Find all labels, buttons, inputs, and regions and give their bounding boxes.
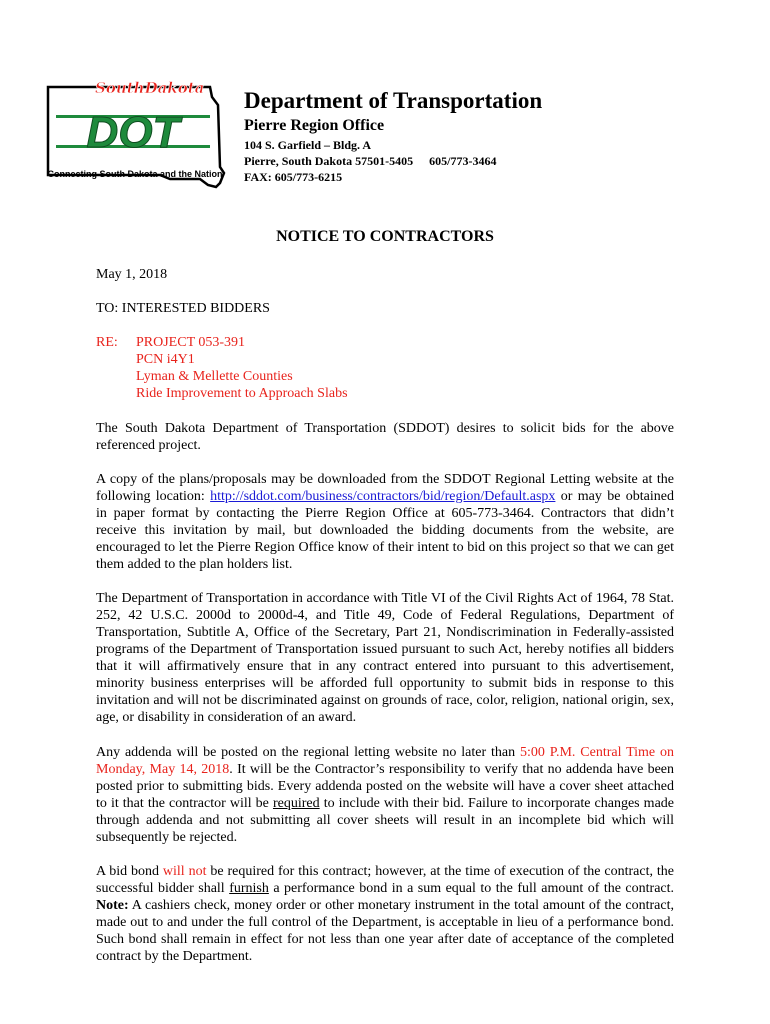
addenda-required: required (272, 796, 320, 811)
plans-text-start: A copy of the plans/proposals may be downloaded from the SDDOT Regional Letting website at the following location: (96, 472, 674, 504)
paragraph-addenda (96, 744, 674, 846)
notice-title: NOTICE TO CONTRACTORS (276, 228, 494, 245)
re-counties: Lyman & Mellette Counties (136, 369, 293, 384)
logo-state-script: SouthDakota (95, 79, 205, 97)
re-project: PROJECT 053-391 (136, 335, 246, 350)
re-description: Ride Improvement to Approach Slabs (136, 386, 348, 401)
paragraph-civil-rights: The Department of Transportation in accordance with Title VI of the Civil Rights Act of 1964, 78 Stat. 252, 42 U.S.C. 2000d to 2000d-4, and Title 49, Code of Federal Regulations, Department of Transportation, Subtitle A, Office of the Secretary, Part 21, Nondiscrimination in Federally-assisted programs of the Department of Transportation issued pursuant to such Act, hereby notifies all bidders that it will affirmatively ensure that in any contract entered into pursuant to this advertisement, minority business enterprises will be afforded full opportunity to submit bids in response to this invitation and will not be discriminated against on grounds of race, color, religion, national origin, sex, age, or disability in consideration of an award. (96, 591, 674, 725)
logo-tagline: Connecting South Dakota and the Nation (47, 169, 223, 179)
bond-mid1: be required for this contract; however, at the time of execution of the contract, the successful bidder shall (96, 864, 674, 896)
bond-mid2: a performance bond in a sum equal to the full amount of the contract. (268, 881, 675, 896)
address-line2 (244, 153, 542, 169)
sddot-logo (40, 75, 230, 203)
bond-note-label: Note: (96, 898, 129, 913)
bond-end: A cashiers check, money order or other monetary instrument in the total amount of the contract, made out to and under the full control of the Department, is acceptable in lieu of a performance bond. Such bond shall remain in effect for not less than one year after date of acceptance of the completed contract by the Department. (96, 898, 674, 964)
plans-text-end: or may be obtained in paper format by contacting the Pierre Region Office at 605-773-3464. Contractors that didn’t receive this invitation by mail, but downloaded the bidding documents from the website, are encouraged to let the Pierre Region Office know of their intent to bid on this project so that we can get them added to the plan holders list. (96, 489, 675, 572)
logo-letters: DOT (86, 108, 180, 157)
org-block (244, 87, 542, 185)
paragraph-intro: The South Dakota Department of Transportation (SDDOT) desires to solicit bids for the above referenced project. (96, 421, 674, 453)
addenda-intro: Any addenda will be posted on the regional letting website no later than (96, 745, 520, 760)
re-pcn: PCN i4Y1 (136, 352, 195, 367)
phone-number: 605/773-3464 (429, 154, 497, 168)
bond-intro: A bid bond (96, 864, 163, 879)
office-name: Pierre Region Office (244, 117, 385, 134)
paragraph-bond (96, 863, 674, 965)
address-line1: 104 S. Garfield – Bldg. A (244, 138, 372, 152)
department-name: Department of Transportation (244, 88, 543, 113)
addenda-deadline: 5:00 P.M. Central Time on Monday, May 14, 2018 (96, 745, 674, 777)
fax-number: FAX: 605/773-6215 (244, 170, 343, 184)
re-label: RE: (96, 335, 118, 350)
paragraph-plans (96, 471, 674, 573)
letterhead (40, 75, 690, 205)
letter-date: May 1, 2018 (96, 267, 168, 282)
letting-website-link[interactable]: http://sddot.com/business/contractors/bid/region/Default.aspx (210, 489, 556, 504)
addenda-end: to include with their bid. Failure to incorporate changes made through addenda and not submitting all cover sheets will result in an incomplete bid which will subsequently be rejected. (96, 796, 674, 845)
bond-furnish: furnish (229, 881, 269, 896)
bond-will-not: will not (162, 864, 207, 879)
city-state-zip: Pierre, South Dakota 57501-5405 (244, 154, 414, 168)
south-dakota-outline-icon (40, 75, 230, 203)
addenda-middle: . It will be the Contractor’s responsibility to verify that no addenda have been posted prior to submitting bids. Every addenda posted on the website will have a cover sheet attached to it that the contractor will be (96, 762, 674, 811)
to-line: TO: INTERESTED BIDDERS (96, 301, 270, 316)
